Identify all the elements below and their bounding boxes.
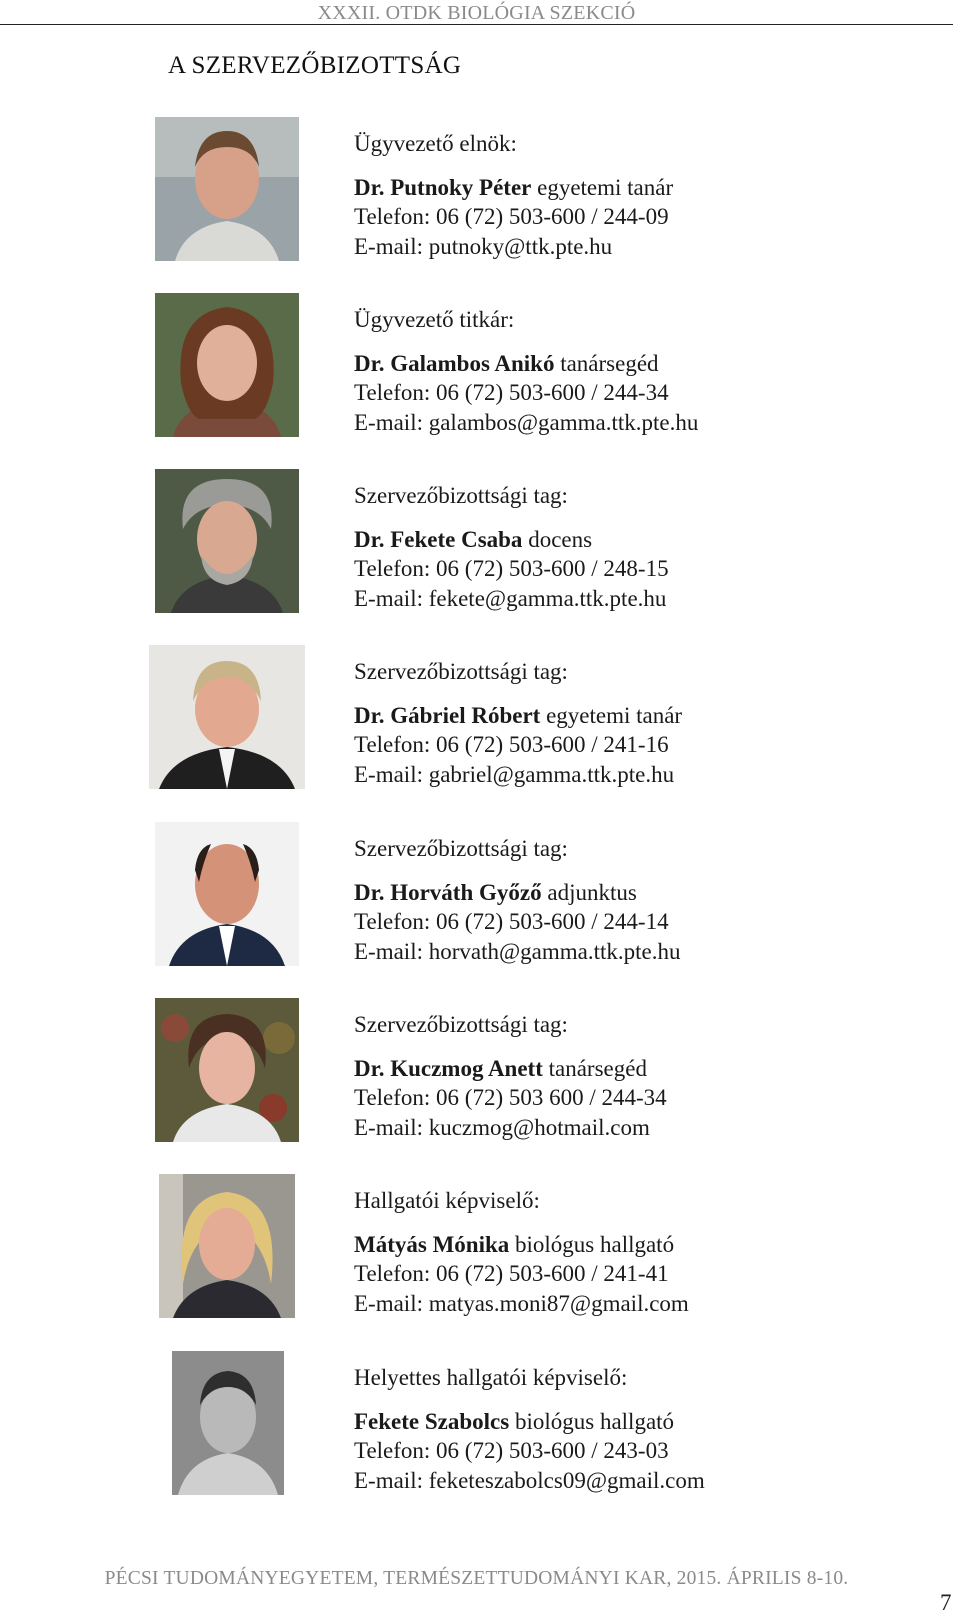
member-phone: Telefon: 06 (72) 503-600 / 241-16 [354, 732, 669, 757]
member-info [354, 834, 681, 966]
member-name-line [354, 1054, 667, 1084]
member-card [0, 645, 953, 795]
member-role: Szervezőbizottsági tag: [354, 483, 568, 508]
member-role: Ügyvezető elnök: [354, 131, 517, 156]
member-position: tanársegéd [554, 350, 659, 376]
portrait-icon [172, 1351, 284, 1495]
portrait-icon [155, 293, 299, 437]
member-phone: Telefon: 06 (72) 503-600 / 244-14 [354, 909, 669, 934]
portrait-icon [155, 469, 299, 613]
page-title: A SZERVEZŐBIZOTTSÁG [168, 52, 462, 79]
member-position: tanársegéd [542, 1055, 647, 1081]
member-name: Mátyás Mónika [354, 1231, 510, 1257]
member-name: Dr. Gábriel Róbert [354, 702, 541, 728]
member-info [354, 1363, 705, 1495]
member-info [354, 129, 673, 261]
member-email: E-mail: kuczmog@hotmail.com [354, 1114, 650, 1140]
member-position: egyetemi tanár [531, 174, 674, 200]
member-name: Dr. Putnoky Péter [354, 174, 532, 200]
member-card [0, 293, 953, 443]
member-name: Dr. Galambos Anikó [354, 350, 555, 376]
portrait-photo [155, 293, 299, 437]
member-card [0, 1174, 953, 1324]
member-card [0, 998, 953, 1148]
member-phone: Telefon: 06 (72) 503-600 / 248-15 [354, 556, 669, 581]
member-role: Szervezőbizottsági tag: [354, 1012, 568, 1037]
member-name: Dr. Horváth Győző [354, 879, 542, 905]
member-position: docens [522, 526, 593, 552]
portrait-photo [172, 1351, 284, 1495]
member-email: E-mail: fekete@gamma.ttk.pte.hu [354, 585, 667, 611]
running-footer: PÉCSI TUDOMÁNYEGYETEM, TERMÉSZETTUDOMÁNYI KAR, 2015. ÁPRILIS 8-10. [104, 1568, 849, 1589]
member-phone: Telefon: 06 (72) 503-600 / 244-34 [354, 380, 669, 405]
member-position: adjunktus [541, 879, 637, 905]
portrait-photo [155, 117, 299, 261]
portrait-photo [149, 645, 305, 789]
portrait-icon [155, 117, 299, 261]
member-name-line [354, 173, 673, 203]
portrait-icon [155, 998, 299, 1142]
member-role: Helyettes hallgatói képviselő: [354, 1365, 628, 1390]
member-phone: Telefon: 06 (72) 503-600 / 244-09 [354, 204, 669, 229]
member-info [354, 1010, 667, 1142]
member-position: biológus hallgató [509, 1231, 675, 1257]
member-name: Dr. Kuczmog Anett [354, 1055, 543, 1081]
member-role: Ügyvezető titkár: [354, 307, 515, 332]
member-email: E-mail: galambos@gamma.ttk.pte.hu [354, 409, 699, 435]
page-number: 7 [940, 1590, 952, 1615]
member-position: biológus hallgató [509, 1408, 675, 1434]
header-title: XXXII. OTDK BIOLÓGIA SZEKCIÓ [317, 2, 636, 24]
member-info [354, 1186, 689, 1318]
member-name-line [354, 878, 681, 908]
member-phone: Telefon: 06 (72) 503 600 / 244-34 [354, 1085, 667, 1110]
portrait-photo [155, 469, 299, 613]
portrait-photo [159, 1174, 295, 1318]
member-name-line [354, 525, 669, 555]
member-name: Dr. Fekete Csaba [354, 526, 523, 552]
member-card [0, 117, 953, 267]
member-email: E-mail: matyas.moni87@gmail.com [354, 1290, 689, 1316]
member-email: E-mail: horvath@gamma.ttk.pte.hu [354, 938, 681, 964]
member-info [354, 657, 682, 789]
portrait-icon [149, 645, 305, 789]
portrait-icon [155, 822, 299, 966]
member-name: Fekete Szabolcs [354, 1408, 510, 1434]
member-email: E-mail: putnoky@ttk.pte.hu [354, 233, 613, 259]
member-name-line [354, 1230, 689, 1260]
running-header [0, 0, 953, 25]
member-role: Szervezőbizottsági tag: [354, 836, 568, 861]
member-role: Hallgatói képviselő: [354, 1188, 540, 1213]
member-email: E-mail: gabriel@gamma.ttk.pte.hu [354, 761, 675, 787]
portrait-photo [155, 822, 299, 966]
member-card [0, 1351, 953, 1501]
portrait-icon [159, 1174, 295, 1318]
member-phone: Telefon: 06 (72) 503-600 / 241-41 [354, 1261, 669, 1286]
member-position: egyetemi tanár [540, 702, 683, 728]
member-phone: Telefon: 06 (72) 503-600 / 243-03 [354, 1438, 669, 1463]
member-card [0, 822, 953, 972]
member-name-line [354, 701, 682, 731]
portrait-photo [155, 998, 299, 1142]
member-email: E-mail: feketeszabolcs09@gmail.com [354, 1467, 705, 1493]
member-name-line [354, 1407, 705, 1437]
member-info [354, 481, 669, 613]
member-name-line [354, 349, 698, 379]
member-role: Szervezőbizottsági tag: [354, 659, 568, 684]
member-card [0, 469, 953, 619]
member-info [354, 305, 698, 437]
